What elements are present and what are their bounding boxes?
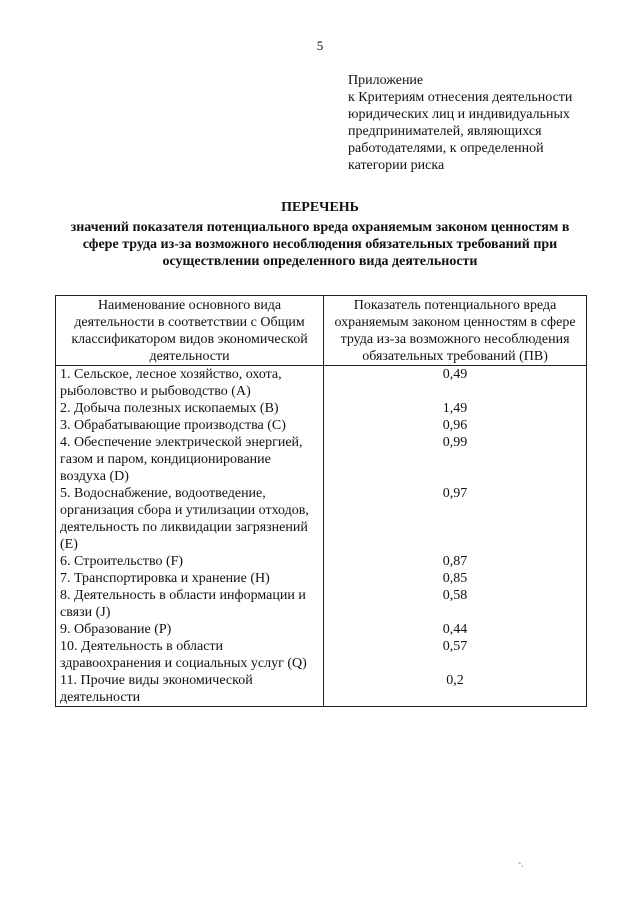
table-row (56, 621, 587, 638)
table-row (56, 638, 587, 672)
table-body (56, 366, 587, 707)
table-header-row (56, 296, 587, 366)
indicator-value-cell: 0,2 (324, 672, 587, 707)
activity-name-cell: 8. Деятельность в области информации и связи (J) (56, 587, 324, 621)
table-row (56, 434, 587, 485)
document-heading (40, 199, 600, 270)
appendix-note (348, 72, 618, 174)
indicator-value-cell: 0,96 (324, 417, 587, 434)
appendix-line: Приложение (348, 73, 424, 88)
table-row (56, 570, 587, 587)
document-title: ПЕРЕЧЕНЬ (281, 200, 359, 215)
page-number: 5 (316, 38, 324, 53)
table-row (56, 587, 587, 621)
activity-name-cell: 10. Деятельность в области здравоохранения и социальных услуг (Q) (56, 638, 324, 672)
indicator-value-cell: 0,97 (324, 485, 587, 553)
indicator-value-cell: 0,85 (324, 570, 587, 587)
header-activity-name: Наименование основного вида деятельности в соответствии с Общим классификатором видов экономической деятельности (56, 296, 324, 366)
subtitle-line: сфере труда из-за возможного несоблюдения обязательных требований при (82, 237, 558, 252)
indicator-value-cell: 1,49 (324, 400, 587, 417)
appendix-line: к Критериям отнесения деятельности (348, 90, 573, 105)
activity-name-cell: 7. Транспортировка и хранение (H) (56, 570, 324, 587)
activity-name-cell: 6. Строительство (F) (56, 553, 324, 570)
appendix-line: предпринимателей, являющихся (348, 124, 542, 139)
table-row (56, 672, 587, 707)
subtitle-line: осуществлении определенного вида деятельности (162, 254, 478, 269)
activity-name-cell: 2. Добыча полезных ископаемых (B) (56, 400, 324, 417)
activity-name-cell: 1. Сельское, лесное хозяйство, охота, рыболовство и рыбоводство (A) (56, 366, 324, 401)
subtitle-line: значений показателя потенциального вреда охраняемым законом ценностям в (70, 220, 570, 235)
indicator-value-cell: 0,87 (324, 553, 587, 570)
activity-name-cell: 5. Водоснабжение, водоотведение, организация сбора и утилизации отходов, деятельность по ликвидации загрязнений (E) (56, 485, 324, 553)
scan-mark: ˜· (518, 861, 524, 871)
table-row (56, 400, 587, 417)
document-subtitle (40, 219, 600, 270)
indicator-value-cell: 0,49 (324, 366, 587, 401)
appendix-line: работодателями, к определенной (348, 141, 544, 156)
table-row (56, 366, 587, 401)
table-row (56, 553, 587, 570)
indicator-value-cell: 0,58 (324, 587, 587, 621)
activity-name-cell: 9. Образование (P) (56, 621, 324, 638)
appendix-line: категории риска (348, 158, 445, 173)
activity-name-cell: 3. Обрабатывающие производства (C) (56, 417, 324, 434)
activity-name-cell: 4. Обеспечение электрической энергией, газом и паром, кондиционирование воздуха (D) (56, 434, 324, 485)
indicator-table (55, 295, 587, 707)
table-row (56, 417, 587, 434)
header-indicator-value: Показатель потенциального вреда охраняемым законом ценностям в сфере труда из-за возможного несоблюдения обязательных требований (ПВ) (324, 296, 587, 366)
table-row (56, 485, 587, 553)
activity-name-cell: 11. Прочие виды экономической деятельности (56, 672, 324, 707)
indicator-value-cell: 0,44 (324, 621, 587, 638)
appendix-line: юридических лиц и индивидуальных (348, 107, 570, 122)
indicator-value-cell: 0,57 (324, 638, 587, 672)
indicator-value-cell: 0,99 (324, 434, 587, 485)
